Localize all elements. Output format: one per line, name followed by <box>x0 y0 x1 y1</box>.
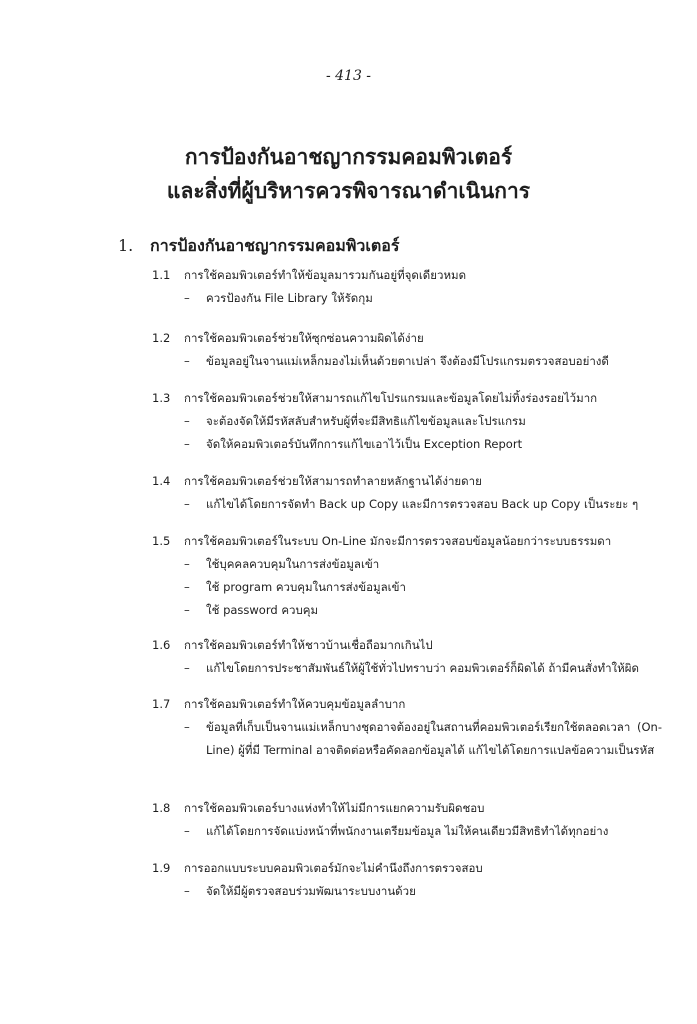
item-text: การออกแบบระบบคอมพิวเตอร์มักจะไม่คำนึงถึงการตรวจสอบ <box>184 861 483 875</box>
item-text: การใช้คอมพิวเตอร์ช่วยให้ซุกซ่อนความผิดได้ง่าย <box>184 331 424 345</box>
item-text: การใช้คอมพิวเตอร์ทำให้ควบคุมข้อมูลลำบาก <box>184 697 406 711</box>
sub-bullet <box>152 287 662 310</box>
item-text: การใช้คอมพิวเตอร์ช่วยให้สามารถทำลายหลักฐานได้ง่ายดาย <box>184 474 482 488</box>
item-number: 1.8 <box>152 801 171 815</box>
item-text: การใช้คอมพิวเตอร์บางแห่งทำให้ไม่มีการแยกความรับผิดชอบ <box>184 801 485 815</box>
sub-bullet <box>152 820 662 843</box>
dash-marker: – <box>184 884 190 898</box>
dash-marker: – <box>184 291 190 305</box>
list-item <box>152 264 662 310</box>
bullet-text: ใช้ password ควบคุม <box>206 603 319 617</box>
item-number: 1.1 <box>152 268 171 282</box>
document-title <box>0 140 697 208</box>
sub-bullet <box>152 576 662 599</box>
item-number: 1.7 <box>152 697 171 711</box>
bullet-text: ใช้บุคคลควบคุมในการส่งข้อมูลเข้า <box>206 557 380 571</box>
item-number: 1.9 <box>152 861 171 875</box>
sub-bullet <box>152 599 662 622</box>
dash-marker: – <box>184 824 190 838</box>
section-heading <box>118 234 399 258</box>
item-number: 1.3 <box>152 391 171 405</box>
item-number: 1.6 <box>152 638 171 652</box>
dash-marker: – <box>184 354 190 368</box>
bullet-text: แก้ไขได้โดยการจัดทำ Back up Copy และมีการตรวจสอบ Back up Copy เป็นระยะ ๆ <box>206 497 639 511</box>
item-number: 1.5 <box>152 534 171 548</box>
sub-bullet <box>152 433 662 456</box>
sub-bullet <box>152 716 662 762</box>
dash-marker: – <box>184 497 190 511</box>
sub-bullet <box>152 553 662 576</box>
item-number: 1.2 <box>152 331 171 345</box>
list-item <box>152 797 662 843</box>
sub-bullet <box>152 493 662 516</box>
bullet-text: ข้อมูลที่เก็บเป็นจานแม่เหล็กบางชุดอาจต้องอยู่ในสถานที่คอมพิวเตอร์เรียกใช้ตลอดเวลา (On-Line) ผู้ที่มี Terminal อาจติดต่อหรือคัดลอกข้อมูลได้ แก้ไขได้โดยการแปลข้อความเป็นรหัส <box>206 720 662 757</box>
section-title: การป้องกันอาชญากรรมคอมพิวเตอร์ <box>150 236 400 255</box>
list-item <box>152 530 662 622</box>
list-item <box>152 470 662 516</box>
list-item <box>152 327 662 373</box>
dash-marker: – <box>184 580 190 594</box>
sub-bullet <box>152 410 662 433</box>
section-number: 1. <box>118 236 134 255</box>
bullet-text: ควรป้องกัน File Library ให้รัดกุม <box>206 291 373 305</box>
list-item <box>152 857 662 903</box>
sub-bullet <box>152 350 662 373</box>
sub-bullet <box>152 657 662 680</box>
dash-marker: – <box>184 437 190 451</box>
sub-bullet <box>152 880 662 903</box>
bullet-text: จัดให้คอมพิวเตอร์บันทึกการแก้ไขเอาไว้เป็น Exception Report <box>206 437 523 451</box>
item-text: การใช้คอมพิวเตอร์ในระบบ On-Line มักจะมีการตรวจสอบข้อมูลน้อยกว่าระบบธรรมดา <box>184 534 612 548</box>
bullet-text: ข้อมูลอยู่ในจานแม่เหล็กมองไม่เห็นด้วยตาเปล่า จึงต้องมีโปรแกรมตรวจสอบอย่างดี <box>206 354 609 368</box>
item-text: การใช้คอมพิวเตอร์ทำให้ชาวบ้านเชื่อถือมากเกินไป <box>184 638 433 652</box>
title-line-2: และสิ่งที่ผู้บริหารควรพิจารณาดำเนินการ <box>166 179 531 203</box>
item-text: การใช้คอมพิวเตอร์ทำให้ข้อมูลมารวมกันอยู่ที่จุดเดียวหมด <box>184 268 467 282</box>
bullet-text: ใช้ program ควบคุมในการส่งข้อมูลเข้า <box>206 580 406 594</box>
list-item <box>152 387 662 456</box>
bullet-text: จะต้องจัดให้มีรหัสลับสำหรับผู้ที่จะมีสิทธิแก้ไขข้อมูลและโปรแกรม <box>206 414 526 428</box>
title-line-1: การป้องกันอาชญากรรมคอมพิวเตอร์ <box>184 145 513 169</box>
list-item <box>152 634 662 680</box>
dash-marker: – <box>184 603 190 617</box>
page-number: - 413 - <box>325 68 372 84</box>
dash-marker: – <box>184 661 190 675</box>
bullet-text: แก้ได้โดยการจัดแบ่งหน้าที่พนักงานเตรียมข้อมูล ไม่ให้คนเดียวมีสิทธิทำได้ทุกอย่าง <box>206 824 609 838</box>
dash-marker: – <box>184 557 190 571</box>
dash-marker: – <box>184 720 190 734</box>
bullet-text: แก้ไขโดยการประชาสัมพันธ์ให้ผู้ใช้ทั่วไปทราบว่า คอมพิวเตอร์ก็ผิดได้ ถ้ามีคนสั่งทำให้ผิด <box>206 661 639 675</box>
dash-marker: – <box>184 414 190 428</box>
list-item <box>152 693 662 762</box>
item-number: 1.4 <box>152 474 171 488</box>
item-text: การใช้คอมพิวเตอร์ช่วยให้สามารถแก้ไขโปรแกรมและข้อมูลโดยไม่ทิ้งร่องรอยไว้มาก <box>184 391 598 405</box>
bullet-text: จัดให้มีผู้ตรวจสอบร่วมพัฒนาระบบงานด้วย <box>206 884 416 898</box>
